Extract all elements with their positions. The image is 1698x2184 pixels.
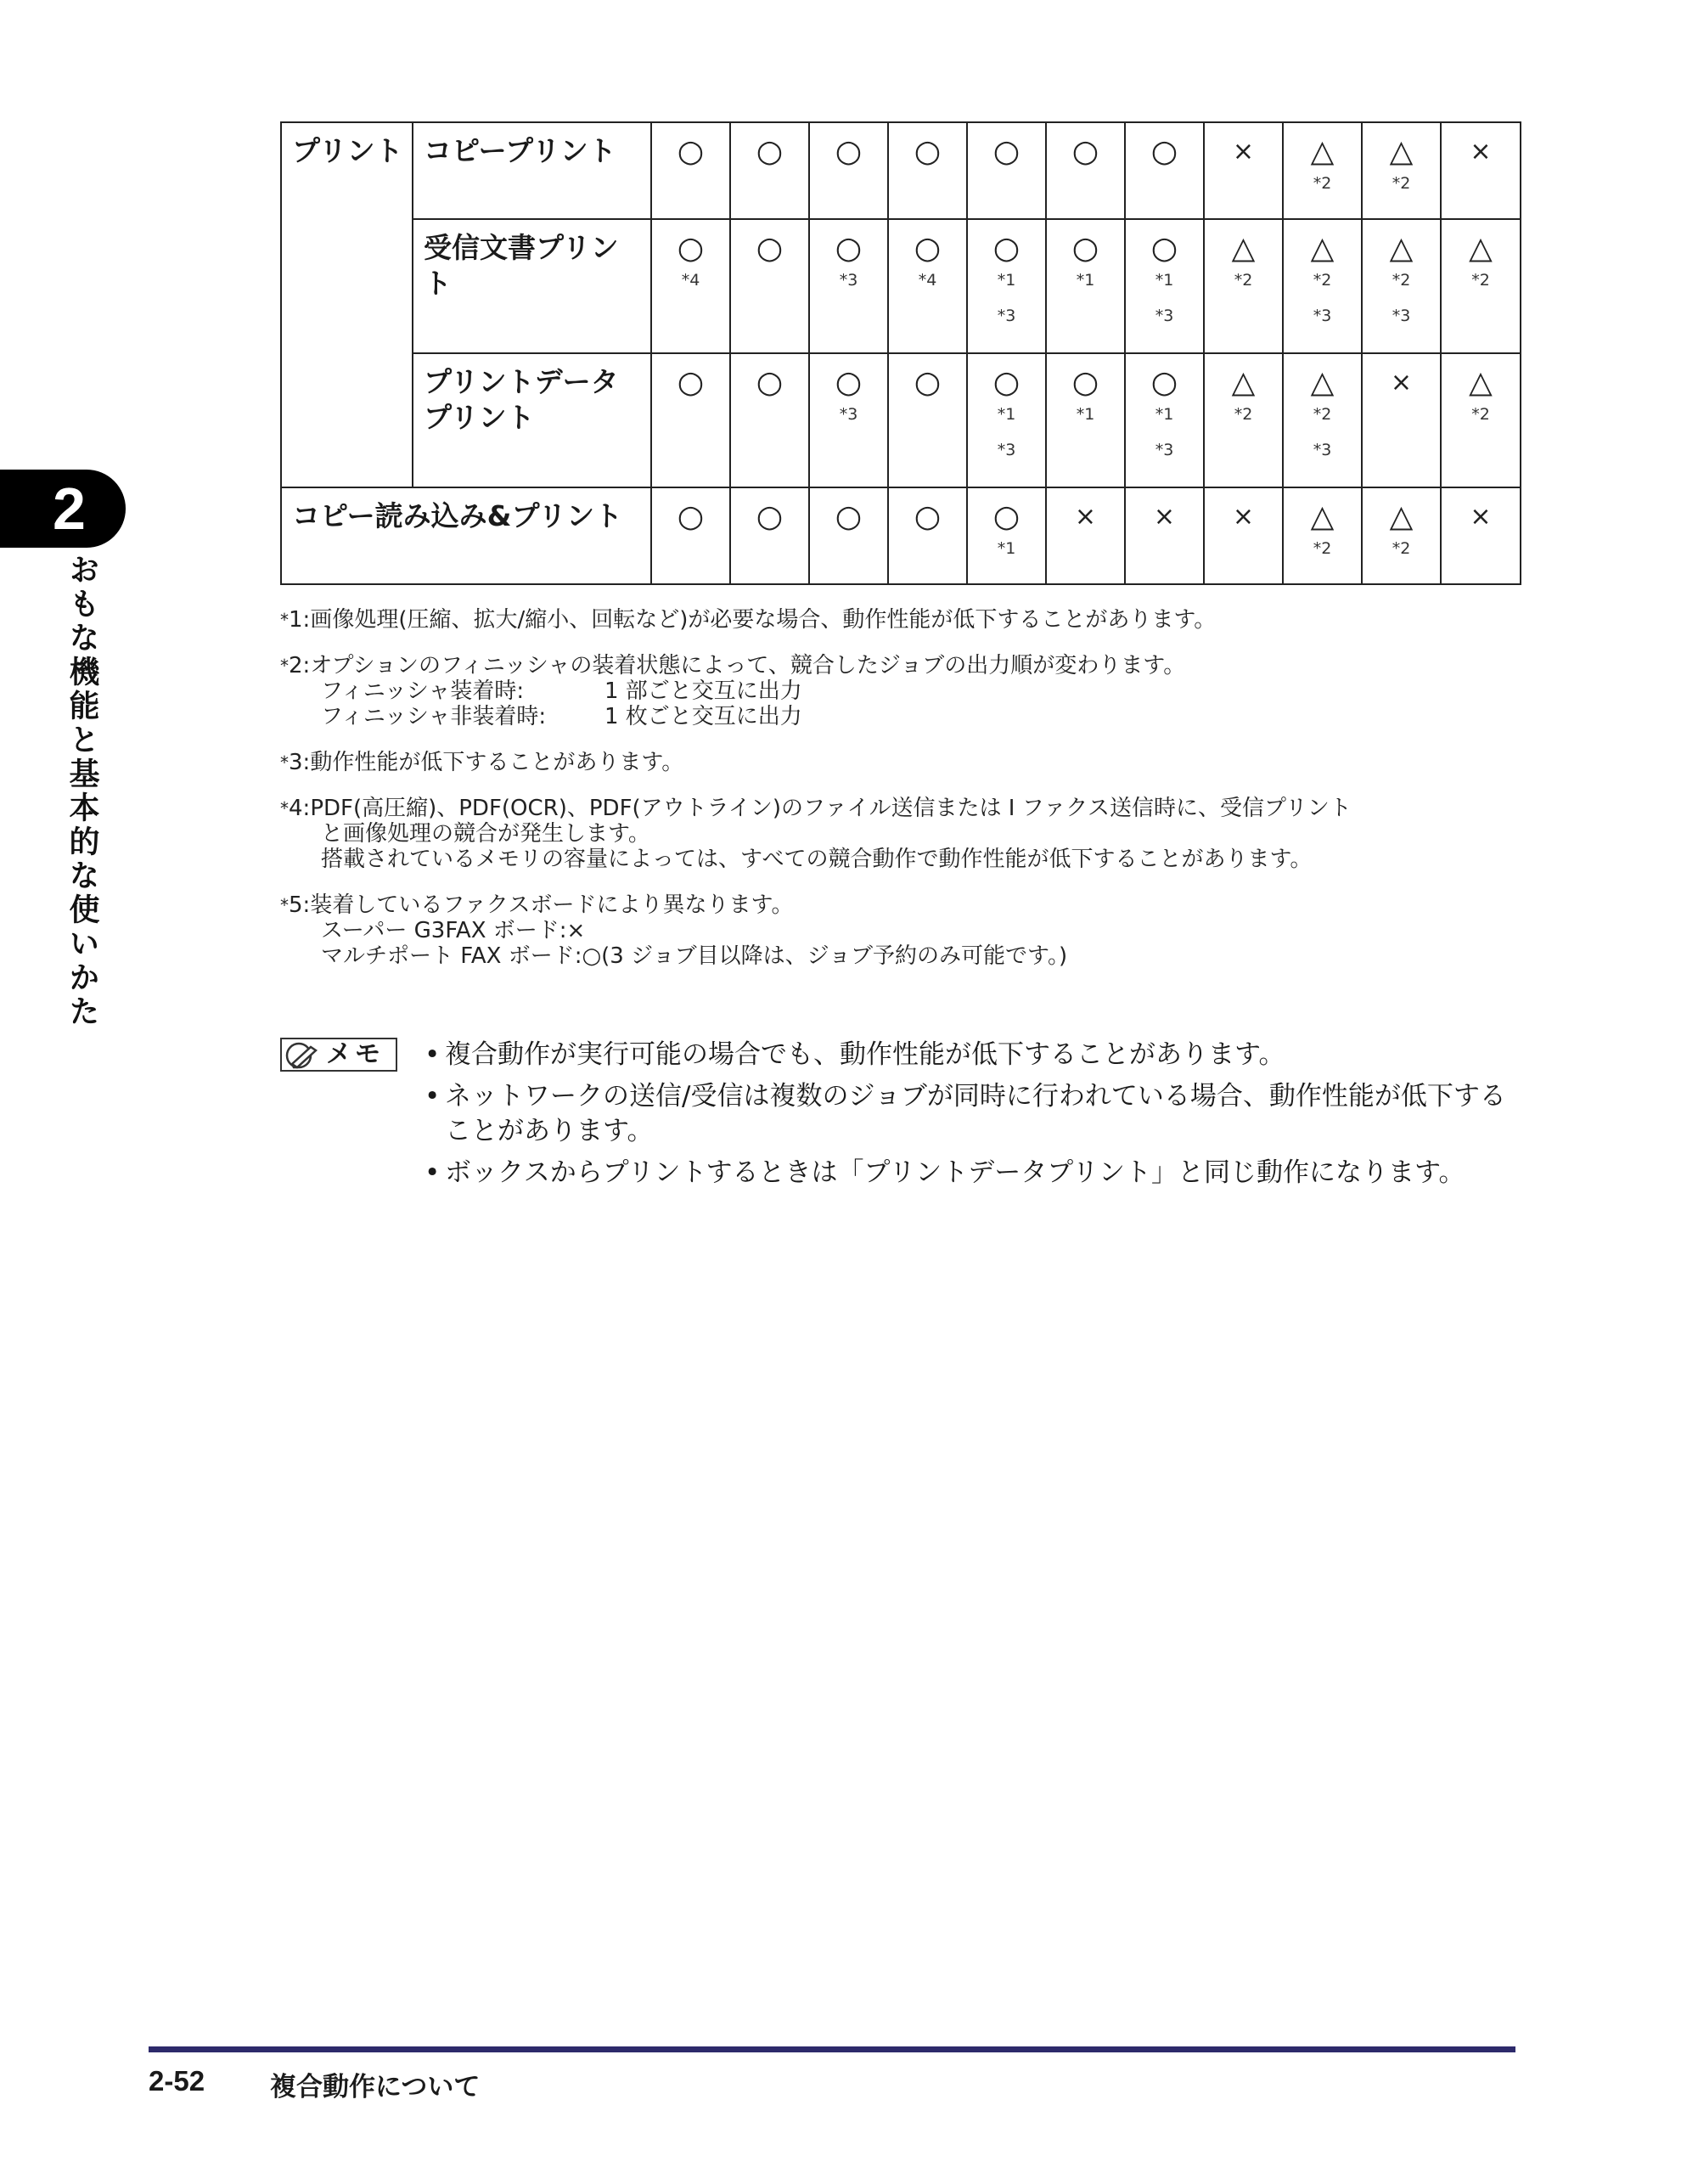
- footnote-ref: *1: [1076, 405, 1095, 424]
- compat-symbol: △: [1469, 365, 1493, 400]
- compat-cell: [730, 219, 809, 353]
- footnote-ref: *2: [1392, 174, 1411, 193]
- footnote-ref: *3: [1392, 307, 1411, 325]
- footnote-ref: *3: [997, 441, 1016, 459]
- footnote-text: オプションのフィニッシャの装着状態によって、競合したジョブの出力順が変わります。: [310, 653, 1186, 678]
- compat-cell: [1125, 122, 1204, 219]
- footnote-ref: *1: [997, 539, 1016, 558]
- footnote-line: [280, 750, 1520, 775]
- compat-cell: [1283, 487, 1362, 584]
- compat-symbol: ○: [1071, 231, 1099, 266]
- compat-cell: [1283, 219, 1362, 353]
- compat-cell: [1204, 487, 1283, 584]
- footnote-text: PDF(高圧縮)、PDF(OCR)、PDF(アウトライン)のファイル送信または I ファクス送信時に、受信プリント: [310, 796, 1352, 821]
- footnote-ref: *3: [1313, 307, 1332, 325]
- footnote: [280, 892, 1520, 969]
- compat-cell: [1125, 487, 1204, 584]
- compat-symbol: △: [1310, 499, 1335, 534]
- compat-symbol: ○: [1150, 231, 1178, 266]
- compat-symbol: ×: [1470, 502, 1492, 532]
- compat-cell: [1204, 353, 1283, 487]
- compat-cell: [888, 353, 967, 487]
- footnote-continuation: スーパー G3FAX ボード:×: [321, 918, 586, 943]
- compat-cell: [1362, 219, 1441, 353]
- footnotes: [280, 607, 1520, 989]
- compat-symbol: ×: [1470, 137, 1492, 166]
- compat-symbol: △: [1389, 231, 1414, 266]
- footnote-text: 動作性能が低下することがあります。: [310, 750, 684, 775]
- memo-text: ネットワークの送信/受信は複数のジョブが同時に行われている場合、動作性能が低下することがあります。: [445, 1081, 1506, 1146]
- footnote-line: [280, 653, 1520, 678]
- footnote-ref: *2: [1313, 539, 1332, 558]
- footnote-ref: *2: [1313, 174, 1332, 193]
- category-cell: プリント: [281, 122, 413, 487]
- footnote-ref: *4: [918, 271, 937, 290]
- footnote-ref: *2: [1313, 405, 1332, 424]
- footnote-sub-key: フィニッシャ非装着時:: [321, 704, 547, 729]
- compat-cell: [730, 353, 809, 487]
- footnote: [280, 653, 1520, 729]
- compat-cell: [1283, 353, 1362, 487]
- bullet-icon: •: [424, 1081, 441, 1112]
- compat-cell: [1046, 487, 1125, 584]
- subcategory-cell: 受信文書プリント: [413, 219, 651, 353]
- compat-cell: [967, 122, 1046, 219]
- footnote-ref: *1: [1076, 271, 1095, 290]
- footnote-label: 2:: [289, 653, 311, 678]
- compat-symbol: △: [1310, 231, 1335, 266]
- compat-symbol: ×: [1390, 368, 1413, 397]
- footnote-text: 画像処理(圧縮、拡大/縮小、回転など)が必要な場合、動作性能が低下することがあります。: [310, 607, 1217, 633]
- footnote-ref: *3: [997, 307, 1016, 325]
- compat-cell: [1204, 122, 1283, 219]
- footnote-sub-value: 1 枚ごと交互に出力: [604, 704, 802, 729]
- compat-cell: [888, 219, 967, 353]
- table-row: [281, 487, 1521, 584]
- pencil-icon: [285, 1042, 321, 1069]
- compat-cell: [1046, 219, 1125, 353]
- memo-text: 複合動作が実行可能の場合でも、動作性能が低下することがあります。: [445, 1039, 1285, 1070]
- footnote-ref: *3: [839, 405, 858, 424]
- compat-cell: [1441, 487, 1521, 584]
- compat-cell: [651, 487, 730, 584]
- compat-cell: [651, 122, 730, 219]
- footnote-ref: *2: [1234, 405, 1253, 424]
- compat-symbol: ○: [677, 499, 705, 534]
- footnote-ref: *1: [1155, 405, 1174, 424]
- compat-symbol: ○: [914, 365, 942, 400]
- table-row: [281, 353, 1521, 487]
- footnote-line: [280, 607, 1520, 633]
- footnote-continuation: と画像処理の競合が発生します。: [321, 821, 650, 847]
- compat-symbol: ○: [914, 231, 942, 266]
- footnote-ref: *3: [839, 271, 858, 290]
- footnote-asterisk: *: [280, 610, 289, 630]
- footnote-sub-value: 1 部ごと交互に出力: [604, 678, 802, 704]
- compat-cell: [730, 122, 809, 219]
- footnote-ref: *2: [1471, 271, 1490, 290]
- compat-symbol: ○: [1071, 134, 1099, 169]
- footnote-subline: [280, 704, 1520, 729]
- footnote-label: 4:: [289, 796, 311, 821]
- compat-symbol: △: [1231, 365, 1256, 400]
- compat-cell: [1441, 219, 1521, 353]
- footnote-asterisk: *: [280, 895, 289, 915]
- compat-symbol: ○: [992, 134, 1020, 169]
- section-title: 複合動作について: [270, 2072, 481, 2102]
- compat-symbol: ○: [992, 231, 1020, 266]
- compat-cell: [1046, 353, 1125, 487]
- compat-cell: [651, 353, 730, 487]
- compat-symbol: ○: [914, 134, 942, 169]
- compat-symbol: ○: [1150, 365, 1178, 400]
- bullet-icon: •: [424, 1039, 441, 1070]
- compat-cell: [1362, 487, 1441, 584]
- table-row: [281, 122, 1521, 219]
- compat-symbol: ×: [1232, 502, 1255, 532]
- chapter-number: 2: [53, 476, 86, 542]
- compat-symbol: ○: [835, 365, 863, 400]
- footnote-continuation: マルチポート FAX ボード:○(3 ジョブ目以降は、ジョブ予約のみ可能です。): [321, 943, 1068, 969]
- compat-symbol: △: [1389, 499, 1414, 534]
- bullet-icon: •: [424, 1157, 441, 1188]
- footnote-ref: *2: [1392, 539, 1411, 558]
- compat-cell: [967, 219, 1046, 353]
- compat-cell: [1362, 122, 1441, 219]
- memo-item: [424, 1038, 1520, 1072]
- memo-label: メモ: [326, 1039, 384, 1069]
- compat-symbol: ○: [835, 134, 863, 169]
- footnote-ref: *2: [1313, 271, 1332, 290]
- footnote-line: [280, 892, 1520, 918]
- compat-cell: [1046, 122, 1125, 219]
- compat-cell: [1125, 353, 1204, 487]
- subcategory-cell: コピープリント: [413, 122, 651, 219]
- compat-symbol: △: [1231, 231, 1256, 266]
- subcategory-cell: プリントデータ プリント: [413, 353, 651, 487]
- compat-symbol: ○: [1071, 365, 1099, 400]
- chapter-title: おもな機能と基本的な使いかた: [65, 554, 99, 1029]
- footnote-ref: *4: [681, 271, 700, 290]
- compat-symbol: △: [1389, 134, 1414, 169]
- compat-cell: [730, 487, 809, 584]
- footnote-ref: *3: [1313, 441, 1332, 459]
- compat-symbol: ○: [1150, 134, 1178, 169]
- footnote-asterisk: *: [280, 656, 289, 676]
- compat-symbol: ○: [992, 365, 1020, 400]
- compat-cell: [651, 219, 730, 353]
- compat-cell: [967, 487, 1046, 584]
- compat-symbol: ○: [756, 365, 784, 400]
- memo-label-box: [280, 1038, 397, 1072]
- compat-cell: [888, 122, 967, 219]
- chapter-tab: [0, 470, 126, 548]
- compat-symbol: ○: [835, 499, 863, 534]
- footnote-ref: *1: [997, 271, 1016, 290]
- compat-cell: [809, 353, 888, 487]
- footnote-ref: *2: [1471, 405, 1490, 424]
- memo-item: [424, 1156, 1520, 1191]
- compat-symbol: ○: [756, 134, 784, 169]
- footnote-line: [280, 796, 1520, 821]
- footnote-asterisk: *: [280, 798, 289, 819]
- footnote-ref: *2: [1392, 271, 1411, 290]
- table-row: [281, 219, 1521, 353]
- footnote-ref: *1: [1155, 271, 1174, 290]
- compatibility-table: [280, 121, 1521, 585]
- compat-symbol: ○: [677, 231, 705, 266]
- compat-cell: [1362, 353, 1441, 487]
- compat-symbol: ○: [756, 499, 784, 534]
- compat-cell: [1125, 219, 1204, 353]
- compat-symbol: ○: [756, 231, 784, 266]
- footnote: [280, 796, 1520, 872]
- compat-cell: [809, 219, 888, 353]
- memo-list: [424, 1038, 1520, 1197]
- compat-symbol: ×: [1074, 502, 1097, 532]
- compat-symbol: △: [1469, 231, 1493, 266]
- category-cell: コピー読み込み&プリント: [281, 487, 651, 584]
- compat-cell: [1441, 353, 1521, 487]
- page-number: 2-52: [149, 2065, 205, 2097]
- memo-text: ボックスからプリントするときは「プリントデータプリント」と同じ動作になります。: [445, 1157, 1465, 1188]
- footnote-asterisk: *: [280, 752, 289, 773]
- compat-cell: [1204, 219, 1283, 353]
- footnote-label: 1:: [289, 607, 311, 633]
- footnote-ref: *2: [1234, 271, 1253, 290]
- footnote-ref: *3: [1155, 441, 1174, 459]
- footnote: [280, 750, 1520, 775]
- compat-symbol: △: [1310, 365, 1335, 400]
- compat-symbol: ○: [835, 231, 863, 266]
- footnote-subline: [280, 678, 1520, 704]
- compat-symbol: ○: [677, 134, 705, 169]
- footnote-label: 3:: [289, 750, 311, 775]
- compat-cell: [809, 487, 888, 584]
- compat-symbol: ×: [1153, 502, 1176, 532]
- footnote-ref: *3: [1155, 307, 1174, 325]
- compat-symbol: ○: [914, 499, 942, 534]
- compat-symbol: ×: [1232, 137, 1255, 166]
- compat-cell: [967, 353, 1046, 487]
- footnote-text: 装着しているファクスボードにより異なります。: [310, 892, 794, 918]
- footer-rule: [149, 2046, 1515, 2052]
- compat-cell: [809, 122, 888, 219]
- memo-item: [424, 1079, 1520, 1149]
- footnote-sub-key: フィニッシャ装着時:: [321, 678, 525, 704]
- compat-cell: [1283, 122, 1362, 219]
- footnote-ref: *1: [997, 405, 1016, 424]
- footnote: [280, 607, 1520, 633]
- compat-cell: [888, 487, 967, 584]
- compat-cell: [1441, 122, 1521, 219]
- compat-symbol: ○: [992, 499, 1020, 534]
- compat-symbol: ○: [677, 365, 705, 400]
- footnote-continuation: 搭載されているメモリの容量によっては、すべての競合動作で動作性能が低下することがあります。: [321, 847, 1313, 872]
- compat-symbol: △: [1310, 134, 1335, 169]
- footnote-label: 5:: [289, 892, 311, 918]
